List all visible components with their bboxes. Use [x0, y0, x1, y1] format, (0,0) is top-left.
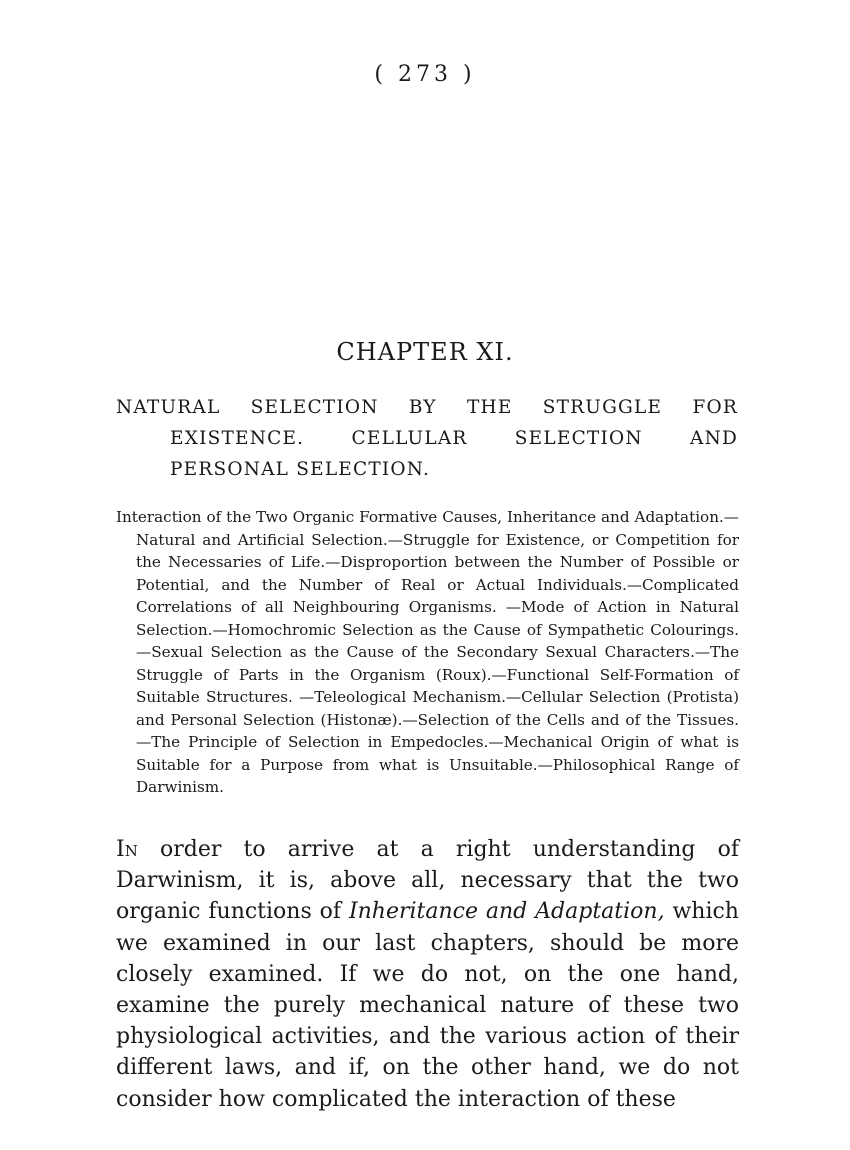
- body-text-part-2: which we examined in our last chapters, should be more closely examined. If we do not, on the one hand, examine the purely mechanical nature of these two physiological activities, and the various action of their different laws, and if, on the other hand, we do not consider how complicated the interaction of these: [116, 899, 739, 1112]
- chapter-summary: Interaction of the Two Organic Formative Causes, Inheritance and Adaptation.—Natural and Artificial Selection.—Struggle for Existence, or Competition for the Necessaries of Life.—Disproportion between the Number of Possible or Potential, and the Number of Real or Actual Individuals.—Complicated Correlations of all Neighbouring Organisms. —Mode of Action in Natural Selection.—Homochromic Selection as the Cause of Sympathetic Colourings.—Sexual Selection as the Cause of the Secondary Sexual Characters.—The Struggle of Parts in the Organism (Roux).—Functional Self-Formation of Suitable Structures. —Teleological Mechanism.—Cellular Selection (Protista) and Personal Selection (Histonæ).—Selection of the Cells and of the Tissues.—The Principle of Selection in Empedocles.—Mechanical Origin of what is Suitable for a Purpose from what is Unsuitable.—Philosophical Range of Darwinism.: [116, 508, 739, 796]
- chapter-title: CHAPTER XI.: [336, 338, 514, 366]
- page-number: ( 273 ): [374, 62, 476, 87]
- body-text-part-1: order to arrive at a right understanding of Darwinism, it is, above all, necessary that the two organic functions of: [116, 837, 739, 925]
- paragraph-first-word: In: [116, 837, 138, 862]
- body-paragraph: [116, 834, 739, 1115]
- body-italic-phrase: Inheritance and Adaptation,: [348, 899, 665, 925]
- chapter-subtitle: NATURAL SELECTION BY THE STRUGGLE FOR EXISTENCE. CELLULAR SELECTION AND PERSONAL SELECTION.: [116, 397, 738, 480]
